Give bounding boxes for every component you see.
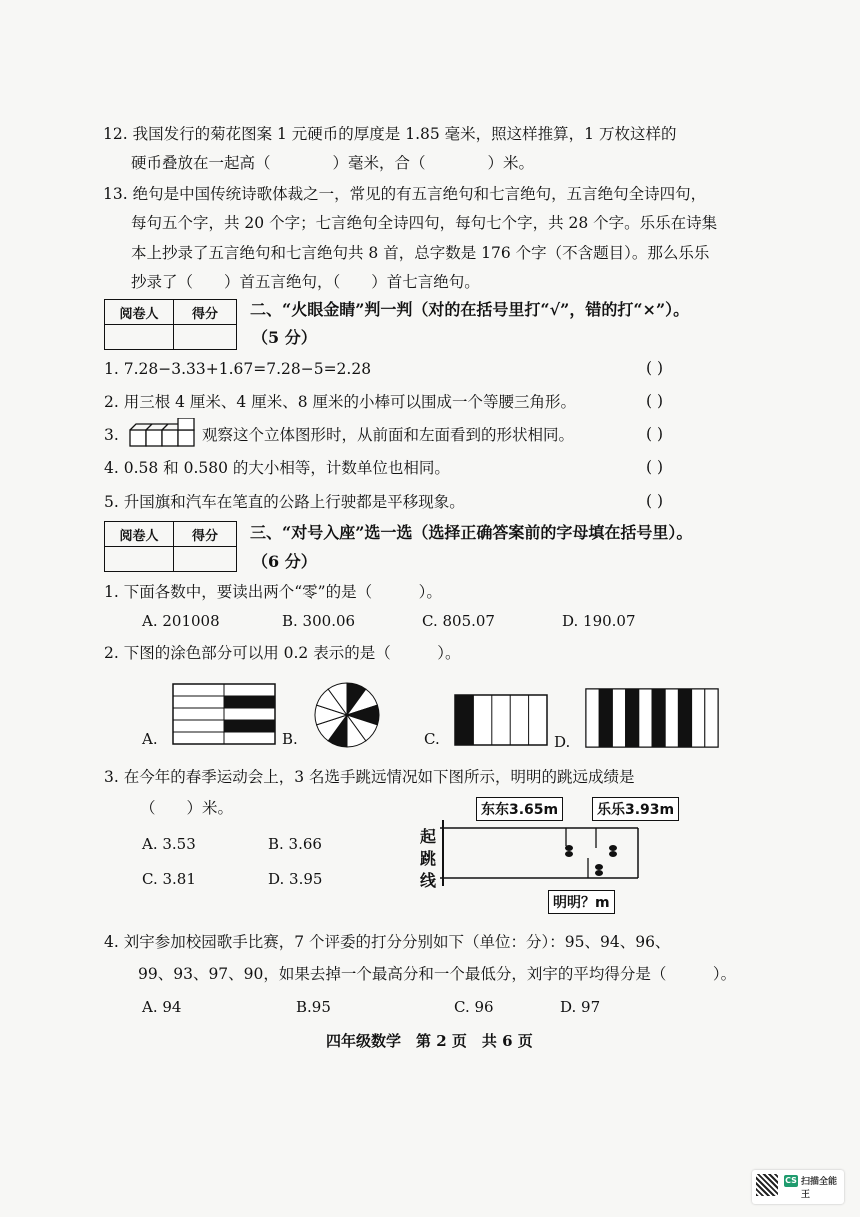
s3-q3-text2: （ ）米。	[140, 799, 234, 817]
s3-q1-option-c: C. 805.07	[422, 612, 495, 630]
score-box-2	[104, 299, 237, 350]
s3-q4-option-a: A. 94	[142, 998, 182, 1016]
score-box-grader: 阅卷人	[105, 300, 174, 325]
s3-q1-option-b: B. 300.06	[282, 612, 356, 630]
s3-q2-label-d: D.	[554, 733, 571, 751]
s2-item3-text: 观察这个立体图形时，从前面和左面看到的形状相同。	[202, 426, 575, 444]
answer-paren-1: ( )	[646, 359, 664, 377]
answer-paren-2: ( )	[646, 392, 664, 410]
answer-paren-5: ( )	[646, 492, 664, 510]
s3-q4-option-b: B.95	[296, 998, 331, 1016]
figure-a-grid	[172, 683, 276, 745]
s3-q1-option-a: A. 201008	[142, 612, 220, 630]
s3-q3-option-b: B. 3.66	[268, 835, 322, 853]
s2-item2: 2. 用三根 4 厘米、4 厘米、8 厘米的小棒可以围成一个等腰三角形。	[104, 393, 577, 411]
label-lele: 乐乐3.93m	[592, 797, 679, 821]
cube-figure	[128, 418, 200, 450]
s2-item3: 3.	[104, 426, 119, 444]
watermark-name: 扫描全能王	[801, 1177, 838, 1200]
s3-q4-option-d: D. 97	[560, 998, 601, 1016]
s3-q2-label-b: B.	[282, 730, 298, 748]
q13-line4: 抄录了（ ）首五言绝句，（ ）首七言绝句。	[131, 273, 480, 291]
s3-q4-line2: 99、93、97、90，如果去掉一个最高分和一个最低分，刘宇的平均得分是（ ）。	[138, 965, 737, 983]
scanner-watermark	[752, 1170, 844, 1204]
figure-c-strips	[454, 694, 548, 746]
strip	[692, 689, 705, 747]
answer-paren-4: ( )	[646, 458, 664, 476]
score-box-score: 得分	[174, 522, 237, 547]
figure-b-circle	[312, 680, 382, 750]
page-footer: 四年级数学 第 2 页 共 6 页	[326, 1032, 533, 1050]
s3-q2-label-a: A.	[142, 730, 158, 748]
strip	[652, 689, 665, 747]
score-box-3	[104, 521, 237, 572]
strip	[639, 689, 652, 747]
strip	[599, 689, 612, 747]
figure-d-strips	[585, 688, 719, 748]
label-mingming: 明明？m	[548, 890, 615, 914]
section3-points: （6 分）	[252, 552, 317, 571]
s3-q1-text: 1. 下面各数中，要读出两个“零”的是（ ）。	[104, 583, 442, 601]
s3-q3-option-a: A. 3.53	[142, 835, 196, 853]
q13-line2: 每句五个字，共 20 个字；七言绝句全诗四句，每句七个字，共 28 个字。乐乐在诗集	[131, 214, 718, 232]
s2-item1: 1. 7.28−3.33+1.67=7.28−5=2.28	[104, 360, 372, 378]
section2-points: （5 分）	[252, 328, 317, 347]
s3-q1-option-d: D. 190.07	[562, 612, 636, 630]
s3-q3-option-c: C. 3.81	[142, 870, 196, 888]
answer-paren-3: ( )	[646, 425, 664, 443]
s3-q3-option-d: D. 3.95	[268, 870, 323, 888]
strip	[626, 689, 639, 747]
s3-q3-text1: 3. 在今年的春季运动会上，3 名选手跳远情况如下图所示，明明的跳远成绩是	[104, 768, 635, 786]
section3-title: 三、“对号入座”选一选（选择正确答案前的字母填在括号里）。	[250, 523, 693, 542]
jump-pit	[438, 818, 644, 888]
strip	[665, 689, 678, 747]
q12-line2: 硬币叠放在一起高（ ）毫米，合（ ）米。	[131, 154, 535, 172]
cs-logo-icon: CS	[785, 1176, 797, 1185]
strip	[586, 689, 599, 747]
strip	[678, 689, 691, 747]
s2-item4: 4. 0.58 和 0.580 的大小相等，计数单位也相同。	[104, 459, 450, 477]
strip	[612, 689, 625, 747]
s3-q4-option-c: C. 96	[454, 998, 494, 1016]
footprint-icon	[565, 845, 617, 876]
strip	[705, 689, 718, 747]
start-line-label: 起 跳 线	[420, 827, 437, 890]
q12-line1: 12. 我国发行的菊花图案 1 元硬币的厚度是 1.85 毫米，照这样推算，1 万枚这样的	[103, 125, 677, 143]
s3-q4-line1: 4. 刘宇参加校园歌手比赛，7 个评委的打分分别如下（单位：分）：95、94、96、	[104, 933, 671, 951]
section2-title: 二、“火眼金睛”判一判（对的在括号里打“√”，错的打“×”）。	[250, 300, 690, 319]
q13-line3: 本上抄录了五言绝句和七言绝句共 8 首，总字数是 176 个字（不含题目）。那么乐乐	[131, 244, 710, 262]
s3-q2-text: 2. 下图的涂色部分可以用 0.2 表示的是（ ）。	[104, 644, 461, 662]
q13-line1: 13. 绝句是中国传统诗歌体裁之一，常见的有五言绝句和七言绝句，五言绝句全诗四句，	[103, 185, 707, 203]
qr-code-icon	[756, 1174, 778, 1196]
s2-item5: 5. 升国旗和汽车在笔直的公路上行驶都是平移现象。	[104, 493, 465, 511]
label-dongdong: 东东3.65m	[476, 797, 563, 821]
score-box-score: 得分	[174, 300, 237, 325]
s3-q2-label-c: C.	[424, 730, 440, 748]
score-box-grader: 阅卷人	[105, 522, 174, 547]
